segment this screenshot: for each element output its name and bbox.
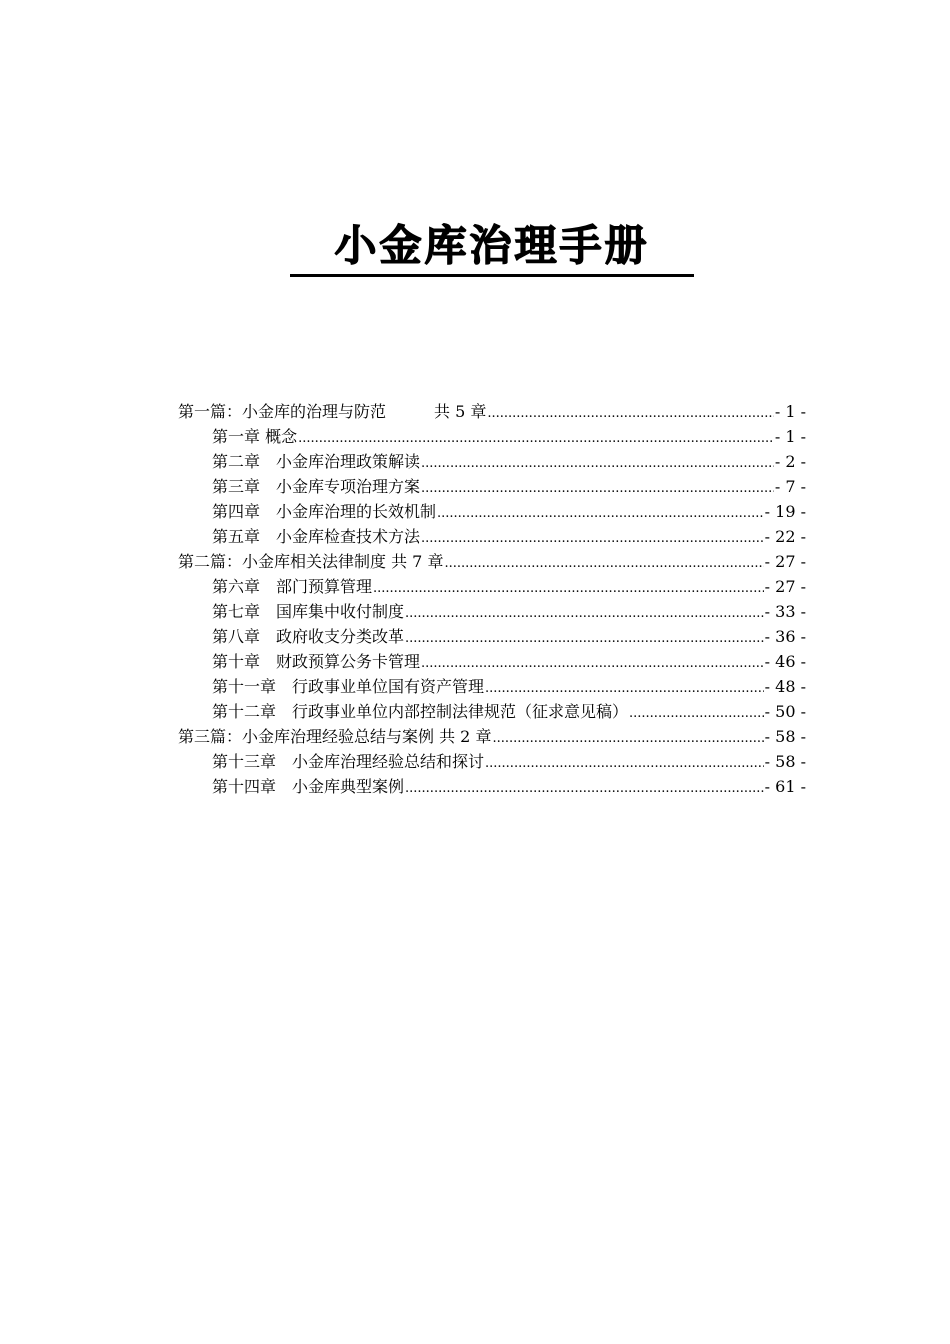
toc-page-number: - 61 - — [764, 777, 806, 796]
toc-entry-chapter[interactable] — [178, 624, 806, 649]
toc-page-number: - 27 - — [764, 552, 806, 571]
toc-dot-leader — [492, 726, 763, 751]
toc-page-number: - 46 - — [764, 652, 806, 671]
toc-entry-chapter[interactable] — [178, 474, 806, 499]
toc-entry-title: 第三章 小金库专项治理方案 — [212, 477, 421, 496]
toc-entry-chapter[interactable] — [178, 524, 806, 549]
toc-entry-title: 第六章 部门预算管理 — [212, 577, 373, 596]
toc-entry-chapter[interactable] — [178, 749, 806, 774]
toc-entry-title: 第十四章 小金库典型案例 — [212, 777, 405, 796]
toc-page-number: - 48 - — [764, 677, 806, 696]
toc-dot-leader — [298, 426, 774, 451]
toc-dot-leader — [405, 776, 764, 801]
toc-entry-title: 第二篇：小金库相关法律制度 共 7 章 — [178, 552, 444, 571]
toc-entry-title: 第五章 小金库检查技术方法 — [212, 527, 421, 546]
toc-entry-part[interactable] — [178, 399, 806, 424]
toc-entry-title: 第十三章 小金库治理经验总结和探讨 — [212, 752, 485, 771]
toc-dot-leader — [373, 576, 764, 601]
document-title: 小金库治理手册 — [334, 221, 650, 270]
table-of-contents — [178, 399, 806, 799]
toc-entry-title: 第十二章 行政事业单位内部控制法律规范（征求意见稿） — [212, 702, 629, 721]
toc-page-number: - 1 - — [774, 402, 806, 421]
toc-page-number: - 33 - — [764, 602, 806, 621]
toc-dot-leader — [485, 751, 764, 776]
toc-dot-leader — [629, 701, 764, 726]
toc-entry-title: 第十章 财政预算公务卡管理 — [212, 652, 421, 671]
toc-page-number: - 22 - — [764, 527, 806, 546]
toc-entry-title: 第三篇：小金库治理经验总结与案例 共 2 章 — [178, 727, 492, 746]
toc-entry-chapter[interactable] — [178, 674, 806, 699]
toc-page-number: - 7 - — [774, 477, 806, 496]
toc-entry-title: 第二章 小金库治理政策解读 — [212, 452, 421, 471]
title-underline — [290, 274, 694, 277]
toc-entry-title: 第一章 概念 — [212, 427, 298, 446]
toc-page-number: - 2 - — [774, 452, 806, 471]
toc-dot-leader — [405, 626, 764, 651]
toc-dot-leader — [444, 551, 763, 576]
toc-entry-title: 第一篇：小金库的治理与防范 共 5 章 — [178, 402, 487, 421]
toc-page-number: - 50 - — [764, 702, 806, 721]
toc-dot-leader — [485, 676, 764, 701]
document-title-block — [290, 222, 694, 270]
toc-entry-chapter[interactable] — [178, 774, 806, 799]
toc-dot-leader — [487, 401, 773, 426]
toc-entry-chapter[interactable] — [178, 499, 806, 524]
toc-page-number: - 36 - — [764, 627, 806, 646]
toc-dot-leader — [421, 651, 764, 676]
toc-page-number: - 1 - — [774, 427, 806, 446]
toc-dot-leader — [437, 501, 764, 526]
toc-entry-chapter[interactable] — [178, 599, 806, 624]
toc-page-number: - 58 - — [764, 752, 806, 771]
toc-entry-part[interactable] — [178, 549, 806, 574]
toc-entry-chapter[interactable] — [178, 424, 806, 449]
toc-page-number: - 19 - — [764, 502, 806, 521]
toc-page-number: - 27 - — [764, 577, 806, 596]
toc-dot-leader — [421, 476, 774, 501]
toc-entry-chapter[interactable] — [178, 649, 806, 674]
toc-entry-chapter[interactable] — [178, 574, 806, 599]
toc-dot-leader — [421, 451, 774, 476]
toc-dot-leader — [405, 601, 764, 626]
toc-entry-title: 第八章 政府收支分类改革 — [212, 627, 405, 646]
toc-dot-leader — [421, 526, 764, 551]
toc-entry-title: 第四章 小金库治理的长效机制 — [212, 502, 437, 521]
toc-entry-title: 第十一章 行政事业单位国有资产管理 — [212, 677, 485, 696]
toc-entry-title: 第七章 国库集中收付制度 — [212, 602, 405, 621]
toc-page-number: - 58 - — [764, 727, 806, 746]
toc-entry-chapter[interactable] — [178, 699, 806, 724]
toc-entry-part[interactable] — [178, 724, 806, 749]
toc-entry-chapter[interactable] — [178, 449, 806, 474]
